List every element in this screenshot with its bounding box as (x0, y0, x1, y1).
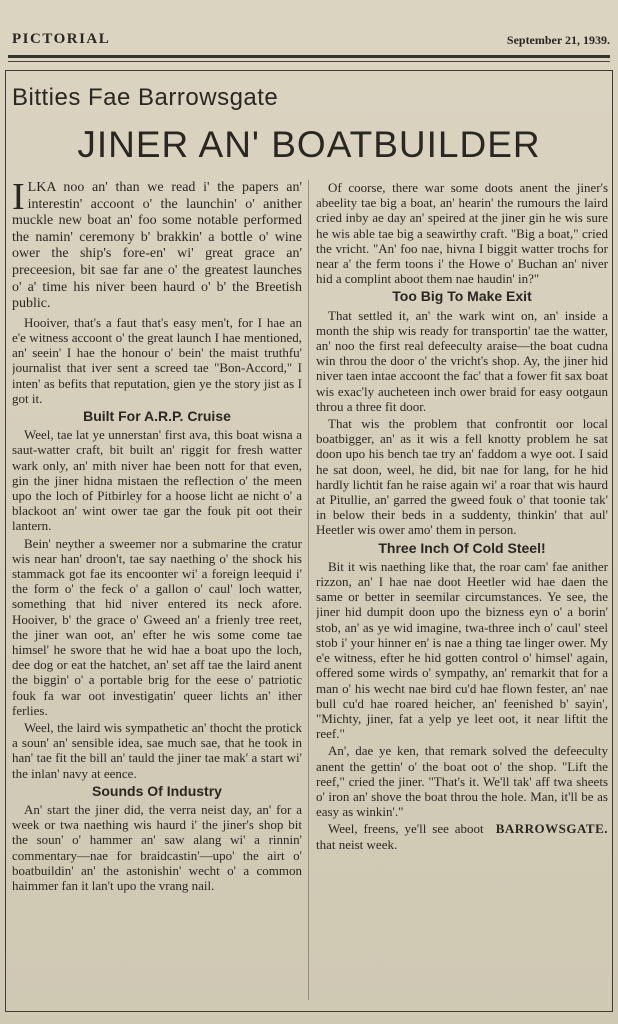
body-paragraph: Weel, the laird wis sympathetic an' thocht the protick a soun' an' sensible idea, sae much sae, that he took in han' tae fit the bill an' tauld the jiner tae mak' a start wi' the inlan' navy at eence. (12, 720, 302, 781)
intro-text: LKA noo an' than we read i' the papers an' interestin' accoont o' the launchin' o' anither muckle new boat an' foo some notable performed the namin' ceremony b' brakkin' a bottle o' wine ower the ship's fore-en' wi' great grace an' preceesion, bit sae far ane o' the greatest launches o' a' time his niver been haurd o' b' the Breetish public. (12, 180, 302, 312)
issue-date: September 21, 1939. (506, 33, 610, 47)
intro-paragraph (12, 180, 302, 313)
masthead-rule-thin (8, 61, 610, 62)
section-heading-too-big: Too Big To Make Exit (392, 288, 532, 305)
column-divider (308, 180, 309, 1000)
body-paragraph: Bein' neyther a sweemer nor a submarine the cratur wis near han' droon't, tae say naething o' the shock his stammack got fae its encoonter wi' a foreign leequid i' the form o' the feck o' a gallon o' caul' loch watter, something that hid niver entered its neck afore. Hooiver, b' the grace o' Gweed an' a frienly tree reet, the jiner wan oot, an' efter he wis some come tae himsel' he swore that he wid hae a boat upo the loch, dee dog or eat the hatchet, an' set aff tae the laird anent the biggin' o' a portable brig for the eese o' patriotic fouk fa war oot investigatin' queer lichts an' ither ferlies. (12, 535, 302, 718)
body-paragraph: Weel, tae lat ye unnerstan' first ava, this boat wisna a saut-watter craft, bit built an' riggit for fresh watter wark only, an' mith niver hae been nott for that even, gin the jiner hidna mistaen the reflection o' the meen upo the loch of Pitbirley for a hoose licht ae nicht o' a blackoot an' wint ower tae gar the fouk pit oot their lantern. (12, 427, 302, 534)
signoff (316, 821, 608, 851)
body-paragraph: An', dae ye ken, that remark solved the defeeculty anent the gettin' o' the boat oot o' the shop. "Lift the reef," cried the jiner. "That's it. We'll tak' aff twa sheets o' iron an' shove the boat throu the hole. Man, it'll be as easy as winkin'." (316, 743, 608, 820)
section-heading-built-for-arp: Built For A.R.P. Cruise (83, 407, 231, 424)
closing-line: Weel, freens, ye'll see aboot that neist week. (316, 821, 484, 852)
body-paragraph: That settled it, an' the wark wint on, an' inside a month the ship wis ready for transportin' tae the watter, an' noo the first real defeeculty araise—the boat cudna win throu the door o' the vricht's shop. Ay, the jiner hid niver taen intae accoont the fac' that a fower fit sax boat wis exac'ly aucheteen inch ower braid for easy ootgaun throu a three fit door. (316, 307, 608, 414)
author-signature: BARROWSGATE. (495, 821, 608, 837)
section-heading-sounds-of-industry: Sounds Of Industry (92, 782, 222, 799)
body-paragraph: An' start the jiner did, the verra neist day, an' for a week or twa naething wis haurd i' the jiner's shop bit the soun' o' hammer an' saw alang wi' a rinnin' commentary—nae for braidcastin'—upo' the airt o' boatbuildin' an' the astonishin' wecht o' a common haimmer fan it lan't upo the vrang nail. (12, 802, 302, 894)
section-heading-cold-steel: Three Inch Of Cold Steel! (378, 539, 546, 556)
body-paragraph: Of coorse, there war some doots anent the jiner's abeelity tae big a boat, an' hearin' the rumours the laird cried inby ae day an' speired at the jiner gin he wis sure he wis able tae big a seawirthy craft. "Big a boat," cried the vricht. "An' foo nae, hivna I biggit watter trochs for near a' the ferm toons i' the Howe o' Buchan an' niver hid a complint aboot them nae haudin' in?" (316, 180, 608, 287)
body-paragraph: That wis the problem that confrontit oor local boatbigger, an' as it wis a fell knotty problem he sat doon upo his bench tae try an' faddom a wye oot. I said he sat doon, weel, he did, bit nae for lang, for he hid hardly lichtit fan he raise again wi' a roar that wis haurd at Pitullie, an' garred the gweed fouk o' that toonie tak' in below their beds in a suddenty, thinkin' that aul' Heetler wis ower amo' them in person. (316, 416, 608, 538)
drop-cap: I (12, 180, 25, 218)
masthead (12, 22, 610, 48)
column-left (12, 180, 302, 1000)
publication-name: PICTORIAL (12, 31, 111, 47)
article-headline: JINER AN' BOATBUILDER (77, 124, 541, 165)
masthead-rule (8, 55, 610, 58)
body-paragraph: Hooiver, that's a faut that's easy men't, for I hae an e'e witness accoont o' the great launch I hae mentioned, an' seein' I hae the honour o' bein' the maist truthfu' journalist that iver sent a screed tae "Bon-Accord," I inten' as befits that reputation, gien ye the story jist as I got it. (12, 314, 302, 406)
column-right (316, 180, 608, 1000)
body-paragraph: Bit it wis naething like that, the roar cam' fae anither rizzon, an' I hae nae doot Heetler wid hae daen the same or better in seemilar circumstances. Ye see, the jiner hid dumpit doon upo the bizness eyn o' a borin' stob, an' as ye wid imagine, twa-three inch o' caul' steel stob i' your hinner en' is nae a thing tae linger ower. My e'e witness, efter he hid gotten control o' himsel' again, offered some wirds o' sympathy, an' remarkit that for a man o' his wecht nae bird cu'd hae flown fester, an' nae bull cu'd hae roared heicher, an' feenished b' sayin', "Michty, jiner, fat a yelp ye leet oot, it near liftit the reef." (316, 558, 608, 742)
series-title: Bitties Fae Barrowsgate (12, 84, 279, 111)
